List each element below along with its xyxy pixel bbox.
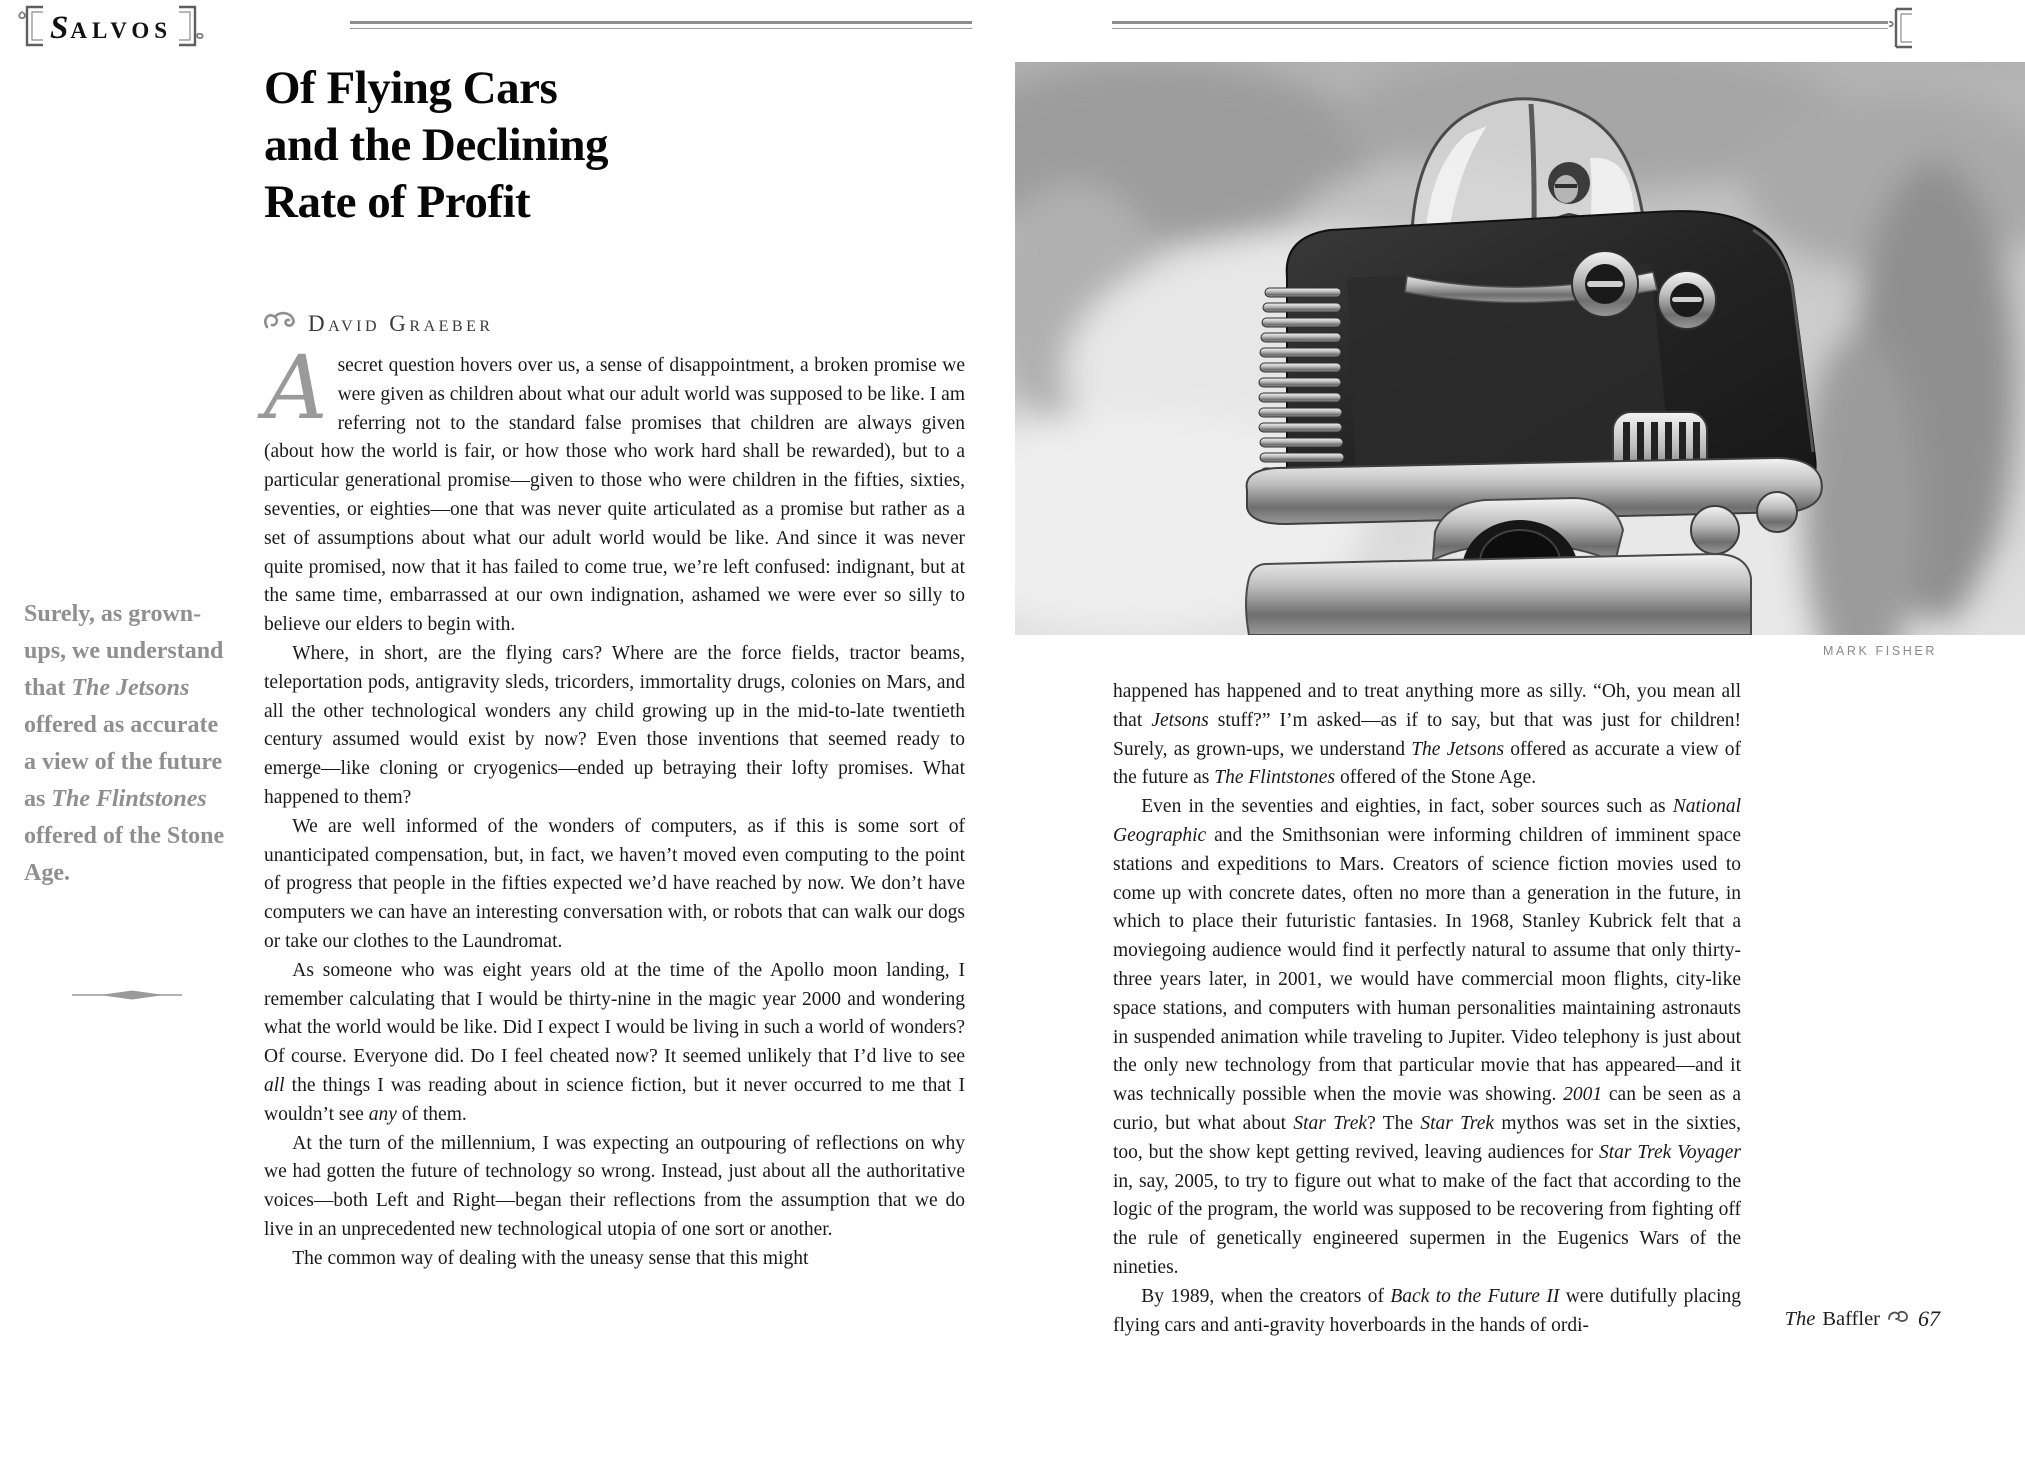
figure-caption: MARK FISHER (1822, 644, 1937, 658)
body-paragraph: At the turn of the millennium, I was expecting an outpouring of reflections on why we had gotten the future of technology so wrong. Instead, just about all the authoritative voices—both Left and Right—began their reflections from the assumption that we do live in an unprecedented new technological utopia of one sort or another. (264, 1132, 965, 1240)
article-body-right (1113, 678, 1741, 1340)
bracket-left-icon (16, 3, 46, 54)
body-paragraph: Even in the seventies and eighties, in fact, sober sources such as National Geographic and the Smithsonian were informing children of imminent space stations and expeditions to Mars. Creators of science fiction movies used to come up with concrete dates, often no more than a generation in the future, in which to place their futuristic fantasies. In 1968, Stanley Kubrick felt that a moviegoing audience would find it perfectly natural to assume that only thirty-three years later, in 2001, we would have commercial moon flights, city-like space stations, and computers with human personalities maintaining astronauts in suspended animation while traveling to Jupiter. Video telephony is just about the only new technology from that particular movie that has appeared—and it was technically possible when the movie was showing. 2001 can be seen as a curio, but what about Star Trek? The Star Trek mythos was set in the sixties, too, but the show kept getting revived, leaving audiences for Star Trek Voyager in, say, 2005, to try to figure out what to make of the fact that according to the logic of the program, the world was supposed to be recovering from fighting off the rule of genetically engineered supermen in the Eugenics Wars of the nineties. (1113, 796, 1742, 1278)
flying-car-illustration (1015, 62, 2025, 635)
footer-fleuron-icon (1887, 1308, 1911, 1331)
bracket-right-icon (176, 3, 206, 54)
rule-end-bracket-icon (1886, 5, 1920, 56)
dropcap: A (264, 336, 328, 439)
article-title (264, 60, 608, 231)
magazine-title-baffler: Baffler (1822, 1307, 1880, 1330)
body-paragraph: By 1989, when the creators of Back to the Future II were dutifully placing flying cars and anti-gravity hoverboards in the hands of ordi- (1113, 1285, 1741, 1336)
byline (262, 310, 494, 337)
body-paragraph: The common way of dealing with the uneasy sense that this might (292, 1247, 809, 1269)
header-rule-left (350, 21, 972, 29)
section-badge (16, 5, 206, 51)
pullquote-divider-icon (72, 988, 182, 1007)
page-footer (1785, 1306, 1940, 1332)
page-number: 67 (1918, 1306, 1940, 1331)
body-paragraph: We are well informed of the wonders of computers, as if this is some sort of unanticipated compensation, but, in fact, we haven’t moved even computing to the point of progress that people in the fifties expected we’d have reached by now. We don’t have computers we can have an interesting conversation with, or robots that can walk our dogs or take our clothes to the Laundromat. (264, 815, 965, 952)
body-paragraph: Asecret question hovers over us, a sense of disappointment, a broken promise we were given as children about what our adult world was supposed to be like. I am referring not to the standard false promises that children are always given (about how the world is fair, or how those who work hard shall be rewarded), but to a particular generational promise—given to those who were children in the fifties, sixties, seventies, or eighties—one that was never quite articulated as a promise but rather as a set of assumptions about what our adult world would be like. And since it was never quite promised, now that it has failed to come true, we’re left confused: indignant, but at the same time, embarrassed at our own indignation, ashamed we were ever so silly to believe our elders to begin with. (264, 336, 965, 636)
article-body-left (264, 336, 965, 1274)
title-line: Of Flying Cars (264, 62, 558, 114)
body-paragraph: happened has happened and to treat anything more as silly. “Oh, you mean all that Jetsons stuff?” I’m asked—as if to say, but that was just for children! Surely, as grown-ups, we understand The Jetsons offered as accurate a view of the future as The Flintstones offered of the Stone Age. (1113, 681, 1741, 789)
fleuron-ornament-icon (262, 310, 298, 337)
title-line: Rate of Profit (264, 176, 531, 228)
magazine-title-the: The (1784, 1307, 1816, 1330)
title-line: and the Declining (264, 119, 609, 171)
body-paragraph: Where, in short, are the flying cars? Where are the force fields, tractor beams, teleportation pods, antigravity sleds, tricorders, immortality drugs, colonies on Mars, and all the other technological wonders any child growing up in the mid-to-late twentieth century assumed would exist by now? Even those inventions that seemed ready to emerge—like cloning or cryogenics—ended up betraying their lofty promises. What happened to them? (264, 642, 965, 808)
pull-quote: Surely, as grown-ups, we understand that The Jetsons offered as accurate a view of the future as The Flintstones offered of the Stone Age. (24, 601, 225, 886)
author-name: David Graeber (308, 310, 494, 336)
section-label: SALVOS (50, 9, 173, 46)
header-rule-right (1112, 21, 1888, 29)
body-paragraph: As someone who was eight years old at the time of the Apollo moon landing, I remember calculating that I would be thirty-nine in the magic year 2000 and wondering what the world would be like. Did I expect I would be living in such a world of wonders? Of course. Everyone did. Do I feel cheated now? It seemed unlikely that I’d live to see all the things I was reading about in science fiction, but it never occurred to me that I wouldn’t see any of them. (264, 959, 965, 1125)
